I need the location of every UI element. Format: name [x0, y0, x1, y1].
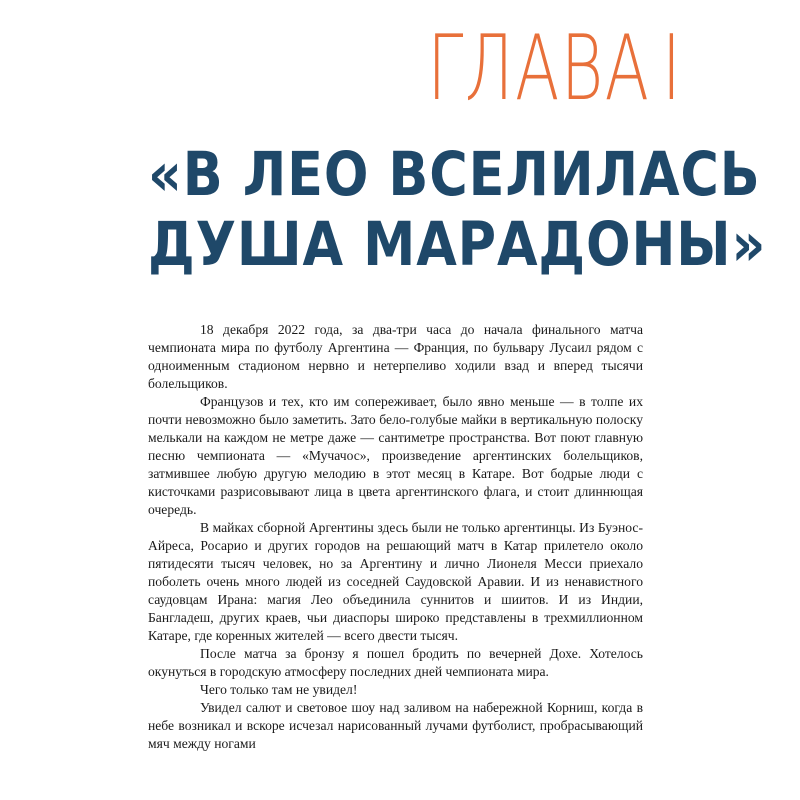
chapter-number: I — [661, 16, 682, 121]
body-text — [148, 321, 643, 753]
chapter-title-line-1: «В ЛЕО ВСЕЛИЛАСЬ — [148, 139, 761, 210]
paragraph: Увидел салют и световое шоу над заливом на набережной Корниш, когда в небе возникал и вскоре исчезал нарисованный лучами футболист, пробрасывающий мяч между ногами — [148, 700, 643, 751]
chapter-heading — [426, 16, 682, 121]
chapter-title-line-2: ДУША МАРАДОНЫ» — [148, 209, 767, 280]
paragraph: После матча за бронзу я пошел бродить по вечерней Дохе. Хотелось окунуться в городскую атмосферу последних дней чемпионата мира. — [148, 646, 643, 679]
chapter-title — [148, 140, 766, 280]
paragraph: В майках сборной Аргентины здесь были не только аргентинцы. Из Буэнос-Айреса, Росарио и других городов на решающий матч в Катар прилетело около пятидесяти тысяч человек, но за Аргентину и лично Лионеля Месси приехало поболеть очень много людей из соседней Саудовской Аравии. И из ненавистного саудовцам Ирана: магия Лео объединила суннитов и шиитов. И из Индии, Бангладеш, других краев, чьи диаспоры широко представлены в трехмиллионном Катаре, где коренных жителей — всего двести тысяч. — [148, 520, 643, 643]
paragraph: Чего только там не увидел! — [200, 682, 358, 697]
chapter-label: ГЛАВА — [426, 16, 650, 121]
paragraph: 18 декабря 2022 года, за два-три часа до начала финального матча чемпионата мира по футболу Аргентина — Франция, по бульвару Лусаил рядом с одноименным стадионом нервно и нетерпеливо ходили взад и вперед тысячи болельщиков. — [148, 322, 643, 391]
paragraph: Французов и тех, кто им сопереживает, было явно меньше — в толпе их почти невозможно было заметить. Зато бело-голубые майки в вертикальную полоску мелькали на каждом не метре даже — сантиметре пространства. Вот поют главную песню чемпионата — «Мучачос», произведение аргентинских болельщиков, затмившее любую другую мелодию в этот месяц в Катаре. Вот бодрые люди с кисточками разрисовывают лица в цвета аргентинского флага, и стоит длиннющая очередь. — [148, 394, 643, 517]
